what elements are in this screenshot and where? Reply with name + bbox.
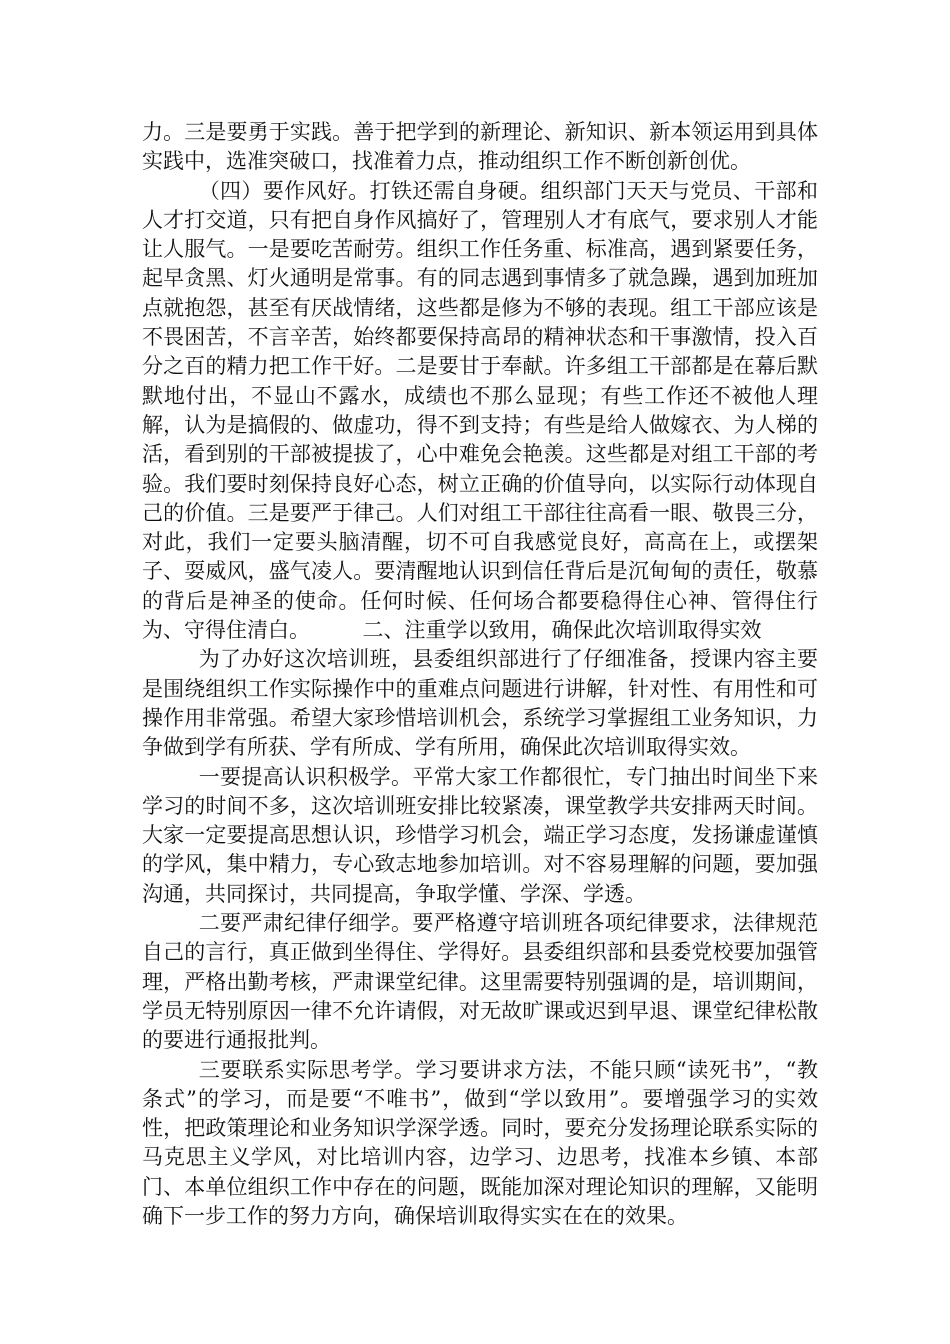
paragraph-continuation: 力。三是要勇于实践。善于把学到的新理论、新知识、新本领运用到具体实践中，选准突破口，找准着力点，推动组织工作不断创新创优。	[142, 120, 818, 174]
paragraph-practice: 三要联系实际思考学。学习要讲求方法，不能只顾“读死书”，“教条式”的学习，而是要“不唯书”，做到“学以致用”。要增强学习的实效性，把政策理论和业务知识学深学透。同时，要充分发扬理论联系实际的马克思主义学风，对比培训内容，边学习、边思考，找准本乡镇、本部门、本单位组织工作中存在的问题，既能加深对理论知识的理解，又能明确下一步工作的努力方向，确保培训取得实实在在的效果。	[142, 1057, 818, 1228]
paragraph-discipline: 二要严肃纪律仔细学。要严格遵守培训班各项纪律要求，法律规范自己的言行，真正做到坐得住、学得好。县委组织部和县委党校要加强管理，严格出勤考核，严肃课堂纪律。这里需要特别强调的是，培训期间，学员无特别原因一律不允许请假，对无故旷课或迟到早退、课堂纪律松散的要进行通报批判。	[142, 911, 818, 1053]
paragraph-study-actively: 一要提高认识积极学。平常大家工作都很忙，专门抽出时间坐下来学习的时间不多，这次培训班安排比较紧凑，课堂教学共安排两天时间。大家一定要提高思想认识，珍惜学习机会，端正学习态度，发扬谦虚谨慎的学风，集中精力，专心致志地参加培训。对不容易理解的问题，要加强沟通，共同探讨，共同提高，争取学懂、学深、学透。	[142, 764, 818, 906]
paragraph-training-preparation: 为了办好这次培训班，县委组织部进行了仔细准备，授课内容主要是围绕组织工作实际操作中的重难点问题进行讲解，针对性、有用性和可操作用非常强。希望大家珍惜培训机会，系统学习掌握组工业务知识，力争做到学有所获、学有所成、学有所用，确保此次培训取得实效。	[142, 647, 818, 760]
paragraph-work-style: （四）要作风好。打铁还需自身硬。组织部门天天与党员、干部和人才打交道，只有把自身作风搞好了，管理别人才有底气，要求别人才能让人服气。一是要吃苦耐劳。组织工作任务重、标准高，遇到紧要任务，起早贪黑、灯火通明是常事。有的同志遇到事情多了就急躁，遇到加班加点就抱怨，甚至有厌战情绪，这些都是修为不够的表现。组工干部应该是不畏困苦，不言辛苦，始终都要保持高昂的精神状态和干事激情，投入百分之百的精力把工作干好。二是要甘于奉献。许多组工干部都是在幕后默默地付出，不显山不露水，成绩也不那么显现；有些工作还不被他人理解，认为是搞假的、做虚功，得不到支持；有些是给人做嫁衣、为人梯的活，看到别的干部被提拔了，心中难免会艳羡。这些都是对组工干部的考验。我们要时刻保持良好心态，树立正确的价值导向，以实际行动体现自己的价值。三是要严于律己。人们对组工干部往往高看一眼、敬畏三分，对此，我们一定要头脑清醒，切不可自我感觉良好，高高在上，或摆架子、耍威风，盛气凌人。要清醒地认识到信任背后是沉甸甸的责任，敬慕的背后是神圣的使命。任何时候、任何场合都要稳得住心神、管得住行为、守得住清白。 二、注重学以致用，确保此次培训取得实效	[142, 178, 818, 643]
document-page	[142, 118, 818, 1231]
